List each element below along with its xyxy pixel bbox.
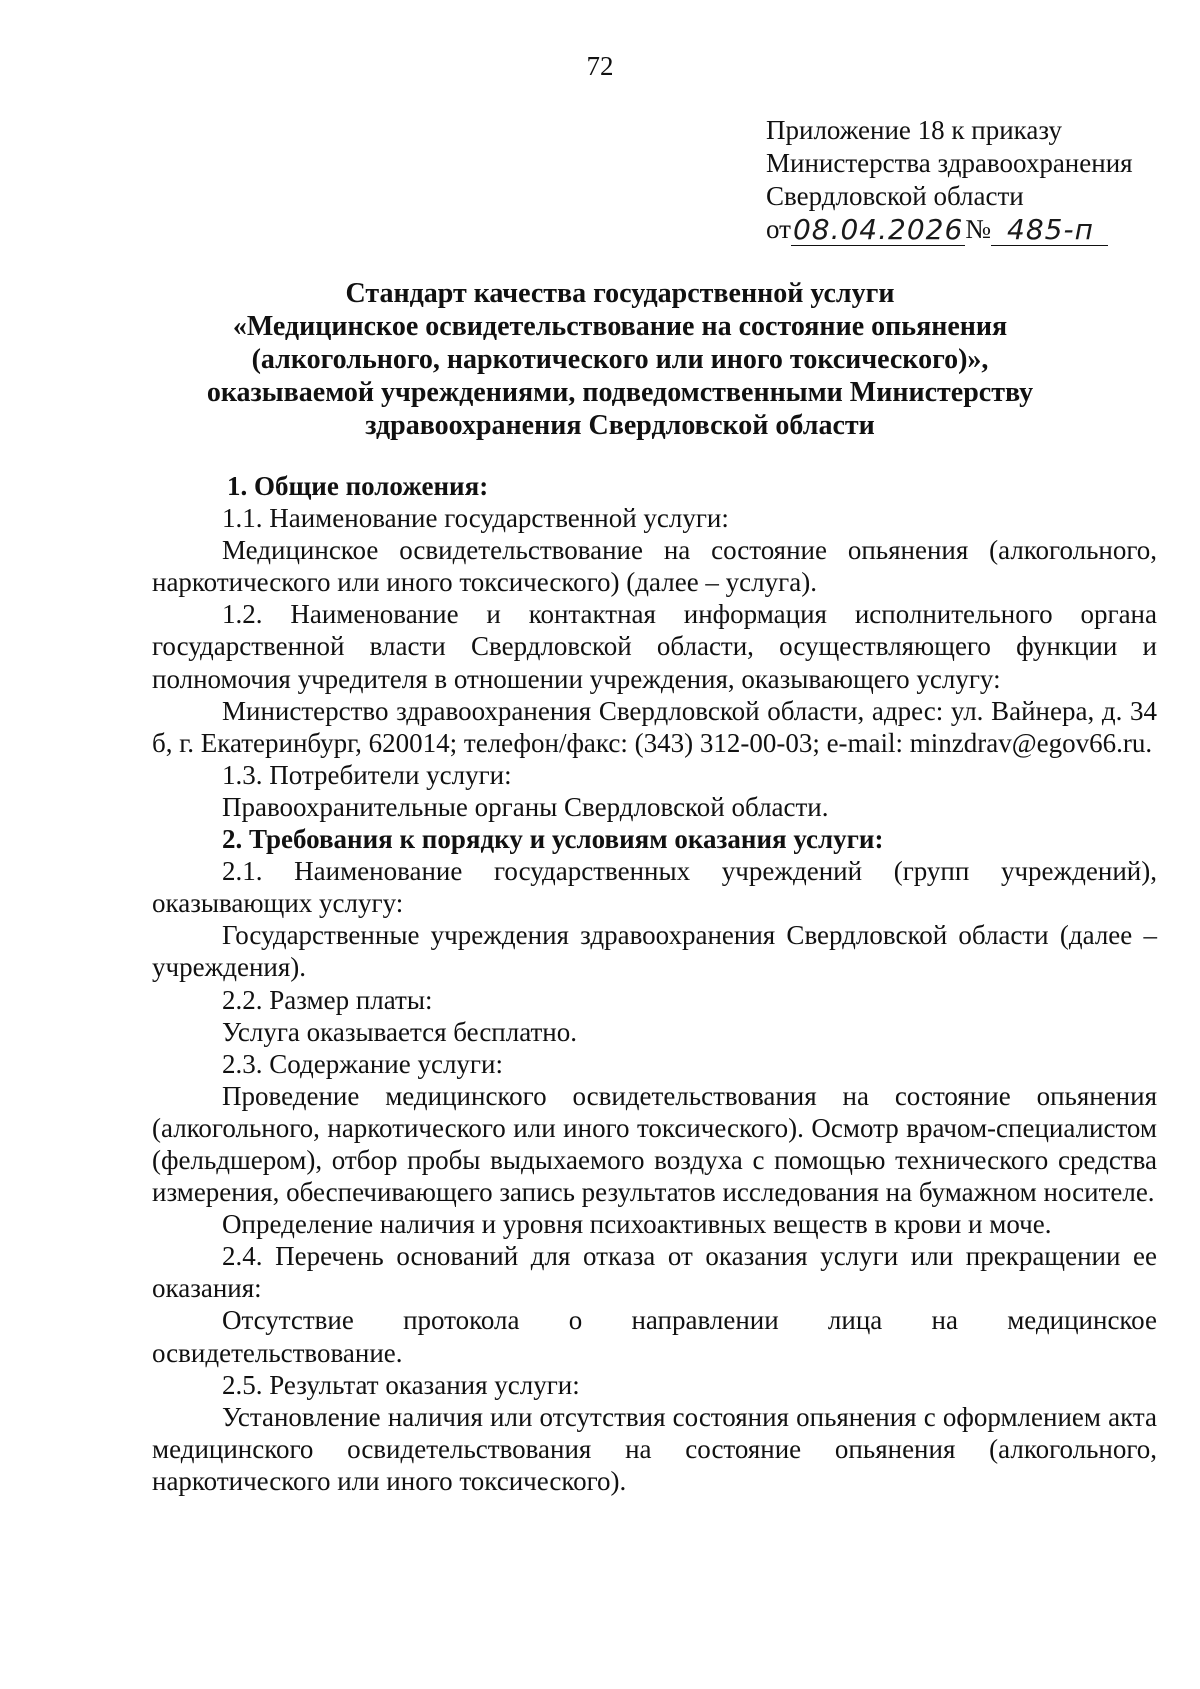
order-date-number <box>766 213 1133 246</box>
title-line-4: оказываемой учреждениями, подведомственными Министерству <box>206 377 1034 408</box>
item-1-3: 1.3. Потребители услуги: <box>222 759 512 790</box>
handwritten-date: 08.04.2026 <box>792 213 964 246</box>
appendix-block <box>766 114 1133 246</box>
item-2-4-text: Отсутствие протокола о направлении лица на медицинское освидетельствование. <box>152 1305 1157 1368</box>
title-line-1: Стандарт качества государственной услуги <box>345 278 895 309</box>
item-2-1: 2.1. Наименование государственных учреждений (групп учреждений), оказывающих услугу: <box>152 856 1157 919</box>
item-2-2-text: Услуга оказывается бесплатно. <box>222 1016 578 1047</box>
item-2-4: 2.4. Перечень оснований для отказа от оказания услуги или прекращении ее оказания: <box>152 1241 1157 1304</box>
appendix-line-3: Свердловской области <box>766 181 1024 211</box>
item-2-3-text-1: Проведение медицинского освидетельствования на состояние опьянения (алкогольного, наркотического или иного токсического). Осмотр врачом-специалистом (фельдшером), отбор пробы выдыхаемого воздуха с помощью технического средства измерения, обеспечивающего запись результатов исследования на бумажном носителе. <box>152 1080 1157 1208</box>
section-1-heading: 1. Общие положения: <box>227 471 489 501</box>
section-2-heading: 2. Требования к порядку и условиям оказания услуги: <box>222 824 884 855</box>
appendix-line-1: Приложение 18 к приказу <box>766 115 1062 145</box>
item-2-5: 2.5. Результат оказания услуги: <box>222 1369 580 1400</box>
item-2-3: 2.3. Содержание услуги: <box>222 1048 503 1079</box>
title-line-3: (алкогольного, наркотического или иного токсического)», <box>251 344 989 375</box>
item-1-3-text: Правоохранительные органы Свердловской области. <box>222 791 829 822</box>
document-body <box>152 470 1157 1497</box>
page-number: 72 <box>586 51 614 81</box>
title-line-5: здравоохранения Свердловской области <box>365 410 875 441</box>
item-1-2-text: Министерство здравоохранения Свердловской области, адрес: ул. Вайнера, д. 34 б, г. Екатеринбург, 620014; телефон/факс: (343) 312-00-03; e-mail: minzdrav@egov66.ru. <box>152 695 1157 758</box>
item-2-3-text-2: Определение наличия и уровня психоактивных веществ в крови и моче. <box>222 1209 1052 1240</box>
appendix-line-2: Министерства здравоохранения <box>766 148 1133 178</box>
item-1-2: 1.2. Наименование и контактная информация исполнительного органа государственной власти Свердловской области, осуществляющего функции и полномочия учредителя в отношении учреждения, оказывающего услугу: <box>152 599 1157 694</box>
from-label: от <box>766 214 791 244</box>
item-1-1-text: Медицинское освидетельствование на состояние опьянения (алкогольного, наркотического или иного токсического) (далее – услуга). <box>152 535 1157 598</box>
document-title <box>120 277 1120 442</box>
title-line-2: «Медицинское освидетельствование на состояние опьянения <box>232 311 1008 342</box>
number-label: № <box>965 214 992 244</box>
handwritten-number: 485-п <box>991 215 1108 246</box>
item-2-2: 2.2. Размер платы: <box>222 984 433 1015</box>
item-2-5-text: Установление наличия или отсутствия состояния опьянения с оформлением акта медицинского освидетельствования на состояние опьянения (алкогольного, наркотического или иного токсического). <box>152 1401 1157 1496</box>
item-2-1-text: Государственные учреждения здравоохранения Свердловской области (далее – учреждения). <box>152 920 1157 983</box>
item-1-1: 1.1. Наименование государственной услуги: <box>222 503 729 534</box>
